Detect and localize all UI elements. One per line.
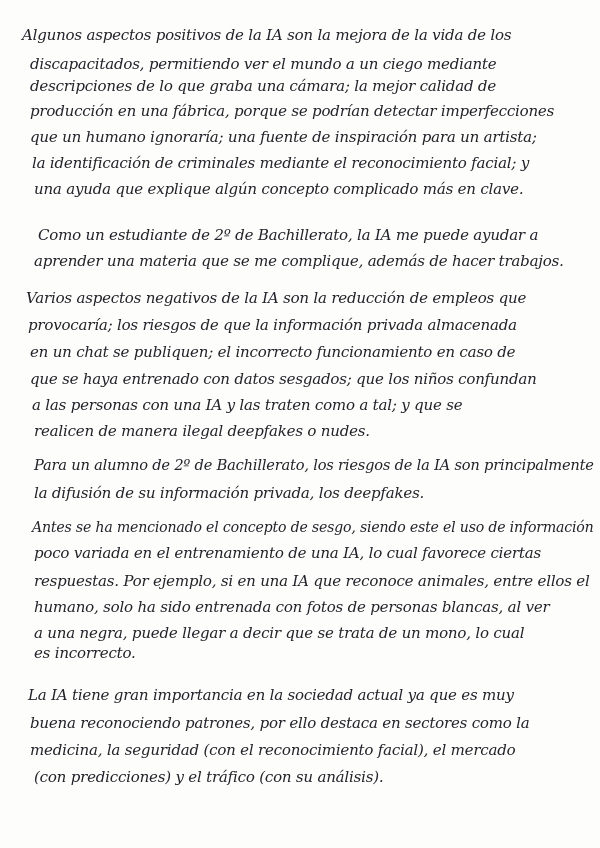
text-line: Algunos aspectos positivos de la IA son la mejora de la vida de los <box>22 26 512 44</box>
text-line: La IA tiene gran importancia en la sociedad actual ya que es muy <box>28 686 514 704</box>
text-line: (con predicciones) y el tráfico (con su análisis). <box>34 768 384 786</box>
text-line: una ayuda que explique algún concepto complicado más en clave. <box>34 180 524 198</box>
text-line: Antes se ha mencionado el concepto de sesgo, siendo este el uso de información <box>32 518 594 536</box>
text-line: la difusión de su información privada, los deepfakes. <box>34 484 425 502</box>
text-line: buena reconociendo patrones, por ello destaca en sectores como la <box>30 714 530 732</box>
text-line: Para un alumno de 2º de Bachillerato, los riesgos de la IA son principalmente <box>34 456 594 474</box>
text-line: humano, solo ha sido entrenada con fotos de personas blancas, al ver <box>34 598 550 616</box>
text-line: aprender una materia que se me complique, además de hacer trabajos. <box>34 252 564 270</box>
text-line: medicina, la seguridad (con el reconocimiento facial), el mercado <box>30 741 516 759</box>
text-line: discapacitados, permitiendo ver el mundo a un ciego mediante <box>30 55 497 73</box>
text-line: Como un estudiante de 2º de Bachillerato, la IA me puede ayudar a <box>38 226 539 244</box>
text-line: a una negra, puede llegar a decir que se trata de un mono, lo cual <box>34 624 525 642</box>
text-line: provocaría; los riesgos de que la información privada almacenada <box>28 316 517 334</box>
text-line: Varios aspectos negativos de la IA son la reducción de empleos que <box>26 289 527 307</box>
text-line: es incorrecto. <box>34 644 136 662</box>
text-line: la identificación de criminales mediante el reconocimiento facial; y <box>32 154 530 172</box>
text-line: a las personas con una IA y las traten como a tal; y que se <box>32 396 463 414</box>
text-line: respuestas. Por ejemplo, si en una IA que reconoce animales, entre ellos el <box>34 572 590 590</box>
text-line: producción en una fábrica, porque se podrían detectar imperfecciones <box>30 102 555 120</box>
text-line: descripciones de lo que graba una cámara; la mejor calidad de <box>30 77 496 95</box>
text-line: poco variada en el entrenamiento de una IA, lo cual favorece ciertas <box>34 544 541 562</box>
text-line: que se haya entrenado con datos sesgados; que los niños confundan <box>30 370 537 388</box>
text-line: en un chat se publiquen; el incorrecto funcionamiento en caso de <box>30 343 516 361</box>
text-line: realicen de manera ilegal deepfakes o nudes. <box>34 422 370 440</box>
text-line: que un humano ignoraría; una fuente de inspiración para un artista; <box>30 128 537 146</box>
